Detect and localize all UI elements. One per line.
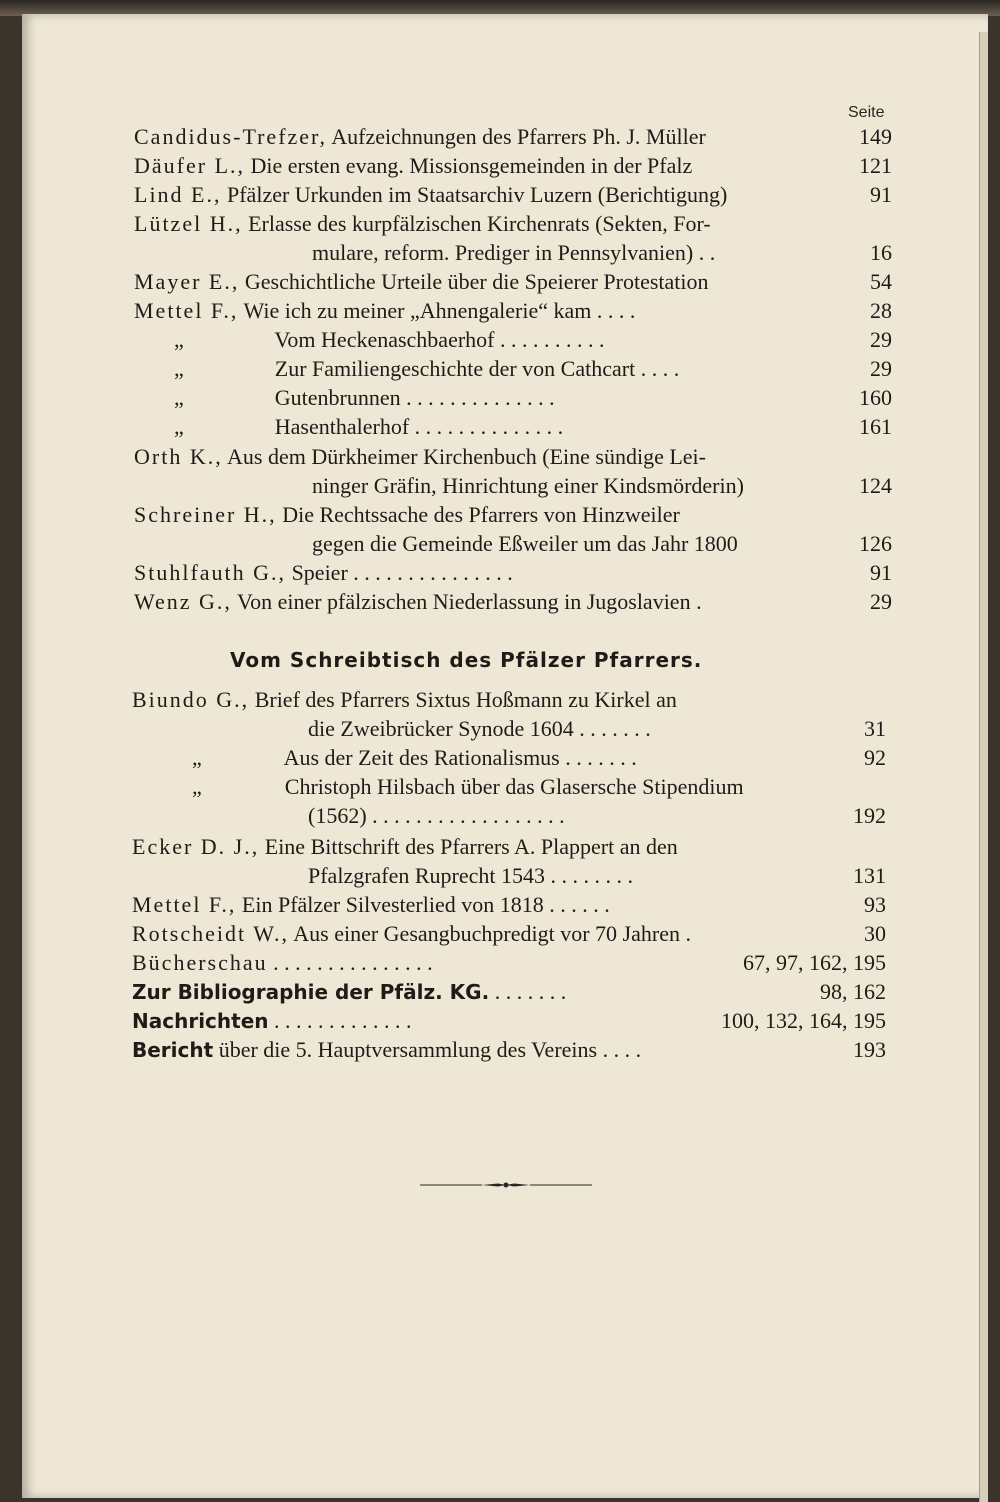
entry-author: Wenz G., bbox=[134, 589, 232, 614]
entry-author: Lind E., bbox=[134, 182, 222, 207]
entry-title: Gutenbrunnen . . . . . . . . . . . . . . bbox=[274, 385, 555, 410]
entry-title: . . . . . . . . . . . . . bbox=[274, 1008, 412, 1033]
entry-page: 160 bbox=[859, 385, 892, 410]
entry-ditto-row bbox=[174, 354, 679, 383]
ditto-mark: „ bbox=[174, 385, 184, 410]
entry-title: . . . . . . . bbox=[494, 979, 567, 1004]
entry-row bbox=[134, 587, 702, 616]
entry-page: 29 bbox=[870, 589, 892, 614]
entry-author: Zur Bibliographie der Pfälz. KG. bbox=[132, 980, 490, 1004]
entry-ditto-row bbox=[174, 383, 555, 412]
entry-row bbox=[132, 685, 677, 714]
ditto-mark: „ bbox=[192, 745, 202, 770]
entry-row bbox=[134, 122, 706, 151]
entry-row bbox=[132, 948, 433, 977]
page-edge bbox=[979, 32, 988, 1502]
entry-page: 92 bbox=[864, 745, 886, 770]
entry-author: Stuhlfauth G., bbox=[134, 560, 287, 585]
entry-row bbox=[134, 209, 711, 238]
entry-author: Lützel H., bbox=[134, 211, 243, 236]
entry-author: Ecker D. J., bbox=[132, 834, 260, 859]
entry-row bbox=[132, 832, 678, 861]
end-ornament-divider bbox=[420, 1182, 592, 1188]
entry-title: Ein Pfälzer Silvesterlied von 1818 . . . . . . bbox=[241, 892, 610, 917]
entry-page: 193 bbox=[853, 1037, 886, 1062]
entry-page: 91 bbox=[870, 560, 892, 585]
entry-page: 126 bbox=[859, 531, 892, 556]
entry-title: Geschichtliche Urteile über die Speierer Protestation bbox=[244, 269, 709, 294]
entry-author: Däufer L., bbox=[134, 153, 246, 178]
entry-page: 91 bbox=[870, 182, 892, 207]
entry-page: 121 bbox=[859, 153, 892, 178]
entry-page: 54 bbox=[870, 269, 892, 294]
entry-continuation bbox=[308, 714, 651, 743]
entry-continuation bbox=[312, 238, 715, 267]
seite-column-label: Seite bbox=[848, 104, 885, 121]
entry-page: 100, 132, 164, 195 bbox=[721, 1008, 886, 1033]
ditto-mark: „ bbox=[174, 414, 184, 439]
entry-author: Nachrichten bbox=[132, 1009, 269, 1033]
section-heading: Vom Schreibtisch des Pfälzer Pfarrers. bbox=[230, 648, 703, 672]
entry-row bbox=[134, 267, 709, 296]
entry-continuation bbox=[312, 529, 738, 558]
entry-author: Mettel F., bbox=[132, 892, 237, 917]
entry-row bbox=[134, 558, 513, 587]
entry-title: mulare, reform. Prediger in Pennsylvanien) . . bbox=[312, 240, 716, 265]
entry-title: . . . . . . . . . . . . . . . bbox=[273, 950, 433, 975]
entry-author: Rotscheidt W., bbox=[132, 921, 289, 946]
entry-row bbox=[134, 151, 692, 180]
entry-author: Orth K., bbox=[134, 444, 223, 469]
entry-author: Candidus-Trefzer, bbox=[134, 124, 327, 149]
entry-author: Mayer E., bbox=[134, 269, 240, 294]
entry-page: 161 bbox=[859, 414, 892, 439]
entry-title: Wie ich zu meiner „Ahnengalerie“ kam . . . . bbox=[243, 298, 636, 323]
entry-title: Die ersten evang. Missionsgemeinden in der Pfalz bbox=[250, 153, 693, 178]
entry-author: Bericht bbox=[132, 1038, 214, 1062]
entry-continuation bbox=[312, 471, 744, 500]
entry-title: die Zweibrücker Synode 1604 . . . . . . . bbox=[308, 716, 651, 741]
entry-ditto-row bbox=[174, 412, 563, 441]
entry-page: 28 bbox=[870, 298, 892, 323]
entry-row bbox=[132, 890, 610, 919]
entry-page: 29 bbox=[870, 356, 892, 381]
entry-page: 93 bbox=[864, 892, 886, 917]
entry-row bbox=[134, 296, 635, 325]
entry-title: Erlasse des kurpfälzischen Kirchenrats (Sekten, For- bbox=[248, 211, 711, 236]
entry-continuation bbox=[308, 861, 633, 890]
entry-page: 16 bbox=[870, 240, 892, 265]
entry-author: Schreiner H., bbox=[134, 502, 277, 527]
entry-row bbox=[132, 1006, 412, 1036]
entry-title: gegen die Gemeinde Eßweiler um das Jahr 1800 bbox=[312, 531, 738, 556]
entry-row bbox=[134, 442, 706, 471]
entry-row bbox=[132, 977, 566, 1007]
entry-author: Bücherschau bbox=[132, 950, 268, 975]
entry-page: 31 bbox=[864, 716, 886, 741]
entry-title: Pfälzer Urkunden im Staatsarchiv Luzern (Berichtigung) bbox=[227, 182, 728, 207]
entry-page: 149 bbox=[859, 124, 892, 149]
entry-title: Speier . . . . . . . . . . . . . . . bbox=[291, 560, 513, 585]
ditto-mark: „ bbox=[174, 327, 184, 352]
entry-title: ninger Gräfin, Hinrichtung einer Kindsmörderin) bbox=[312, 473, 744, 498]
entry-title: Aus einer Gesangbuchpredigt vor 70 Jahren . bbox=[293, 921, 691, 946]
entry-title: Die Rechtssache des Pfarrers von Hinzweiler bbox=[282, 502, 680, 527]
entry-title: Aufzeichnungen des Pfarrers Ph. J. Müller bbox=[331, 124, 706, 149]
entry-title: Vom Heckenaschbaerhof . . . . . . . . . . bbox=[274, 327, 605, 352]
entry-title: Eine Bittschrift des Pfarrers A. Plappert an den bbox=[264, 834, 678, 859]
entry-row bbox=[134, 500, 680, 529]
entry-continuation bbox=[308, 801, 565, 830]
entry-title: Hasenthalerhof . . . . . . . . . . . . . . bbox=[274, 414, 564, 439]
entry-ditto-row bbox=[192, 772, 744, 801]
entry-title: Brief des Pfarrers Sixtus Hoßmann zu Kirkel an bbox=[254, 687, 677, 712]
entry-row bbox=[134, 180, 727, 209]
entry-author: Mettel F., bbox=[134, 298, 239, 323]
entry-page: 29 bbox=[870, 327, 892, 352]
entry-title: Christoph Hilsbach über das Glasersche Stipendium bbox=[284, 774, 744, 799]
ditto-mark: „ bbox=[174, 356, 184, 381]
entry-title: Aus dem Dürkheimer Kirchenbuch (Eine sündige Lei- bbox=[227, 444, 706, 469]
entry-page: 98, 162 bbox=[820, 979, 886, 1004]
entry-title: (1562) . . . . . . . . . . . . . . . . . . bbox=[308, 803, 565, 828]
entry-ditto-row bbox=[192, 743, 637, 772]
entry-title: über die 5. Hauptversammlung des Vereins . . . . bbox=[218, 1037, 642, 1062]
entry-page: 124 bbox=[859, 473, 892, 498]
entry-title: Aus der Zeit des Rationalismus . . . . . . . bbox=[283, 745, 637, 770]
entry-title: Zur Familiengeschichte der von Cathcart . . . . bbox=[274, 356, 680, 381]
entry-author: Biundo G., bbox=[132, 687, 250, 712]
entry-page: 131 bbox=[853, 863, 886, 888]
entry-ditto-row bbox=[174, 325, 605, 354]
entry-row bbox=[132, 919, 691, 948]
entry-page: 192 bbox=[853, 803, 886, 828]
ditto-mark: „ bbox=[192, 774, 202, 799]
entry-page: 30 bbox=[864, 921, 886, 946]
entry-title: Von einer pfälzischen Niederlassung in Jugoslavien . bbox=[237, 589, 702, 614]
entry-title: Pfalzgrafen Ruprecht 1543 . . . . . . . . bbox=[308, 863, 634, 888]
entry-page: 67, 97, 162, 195 bbox=[743, 950, 886, 975]
entry-row bbox=[132, 1035, 641, 1065]
